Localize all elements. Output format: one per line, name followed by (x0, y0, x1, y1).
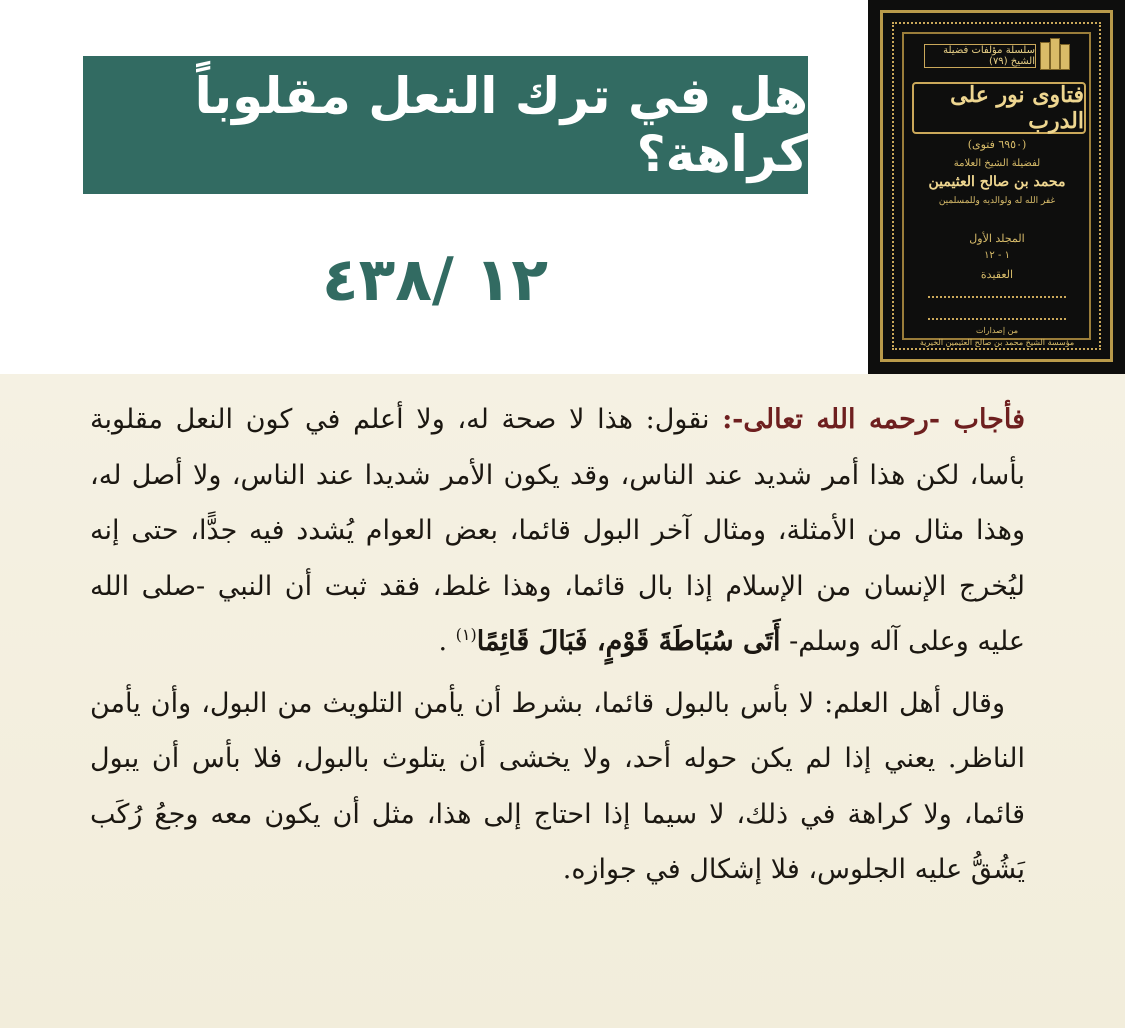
cover-series-label: سلسلة مؤلفات فضيلة الشيخ (٧٩) (924, 44, 1036, 68)
cover-author-note: غفر الله له ولوالديه وللمسلمين (938, 196, 1056, 206)
cover-range: ١ - ١٢ (984, 250, 1010, 261)
books-logo-icon (1038, 40, 1078, 70)
paragraph-scholars: وقال أهل العلم: لا بأس بالبول قائما، بشرط أن يأمن التلويث من البول، وأن يأمن الناظر. يعني إذا لم يكن حوله أحد، ولا يخشى أن يتلوث بالبول، فلا بأس أن يبول قائما، ولا كراهة في ذلك، لا سيما إذا احتاج إلى هذا، مثل أن يكون معه وجعُ رُكَب يَشُقُّ عليه الجلوس، فلا إشكال في جوازه. (90, 687, 1025, 885)
paragraph-answer (90, 392, 1025, 670)
cover-topic: العقيدة (980, 268, 1014, 281)
cover-volume: المجلد الأول (969, 232, 1025, 245)
cover-subtitle: (٦٩٥٠ فتوى) (967, 138, 1027, 151)
cover-title-panel (912, 82, 1086, 134)
cover-author-prefix: لفضيلة الشيخ العلامة (953, 158, 1041, 169)
answer-text: نقول: هذا لا صحة له، ولا أعلم في كون النعل مقلوبة بأسا، لكن هذا أمر شديد عند الناس، وقد يكون الأمر شديدا عند الناس، ولا أصل له، وهذا مثال من الأمثلة، ومثال آخر البول قائما، بعض العوام يُشدد فيه جدًّا، حتى إنه ليُخرج الإنسان من الإسلام إذا بال قائما، وهذا غلط، فقد ثبت أن النبي -صلى الله عليه وعلى آله وسلم- (90, 404, 1025, 657)
cover-title: فتاوى نور على الدرب (950, 82, 1084, 134)
answer-speaker: فأجاب -رحمه الله تعالى-: (722, 404, 1025, 435)
hadith-quote: أَتَى سُبَاطَةَ قَوْمٍ، فَبَالَ قَائِمًا (476, 626, 781, 657)
cover-ornament (928, 296, 1066, 320)
answer-end: . (438, 626, 456, 657)
scanned-book-page (0, 374, 1125, 1028)
cover-author: محمد بن صالح العثيمين (928, 174, 1066, 190)
title-banner (83, 56, 808, 194)
question-title: هل في ترك النعل مقلوباً كراهة؟ (194, 67, 808, 183)
page-reference: ١٢ /٤٣٨ (322, 245, 548, 315)
footnote-marker: (١) (455, 625, 477, 644)
cover-publisher-line-1: من إصدارات (976, 326, 1018, 335)
page-body (90, 392, 1025, 898)
cover-publisher-line-2: مؤسسة الشيخ محمد بن صالح العثيمين الخيرية (919, 338, 1075, 347)
book-cover-image (868, 0, 1125, 374)
